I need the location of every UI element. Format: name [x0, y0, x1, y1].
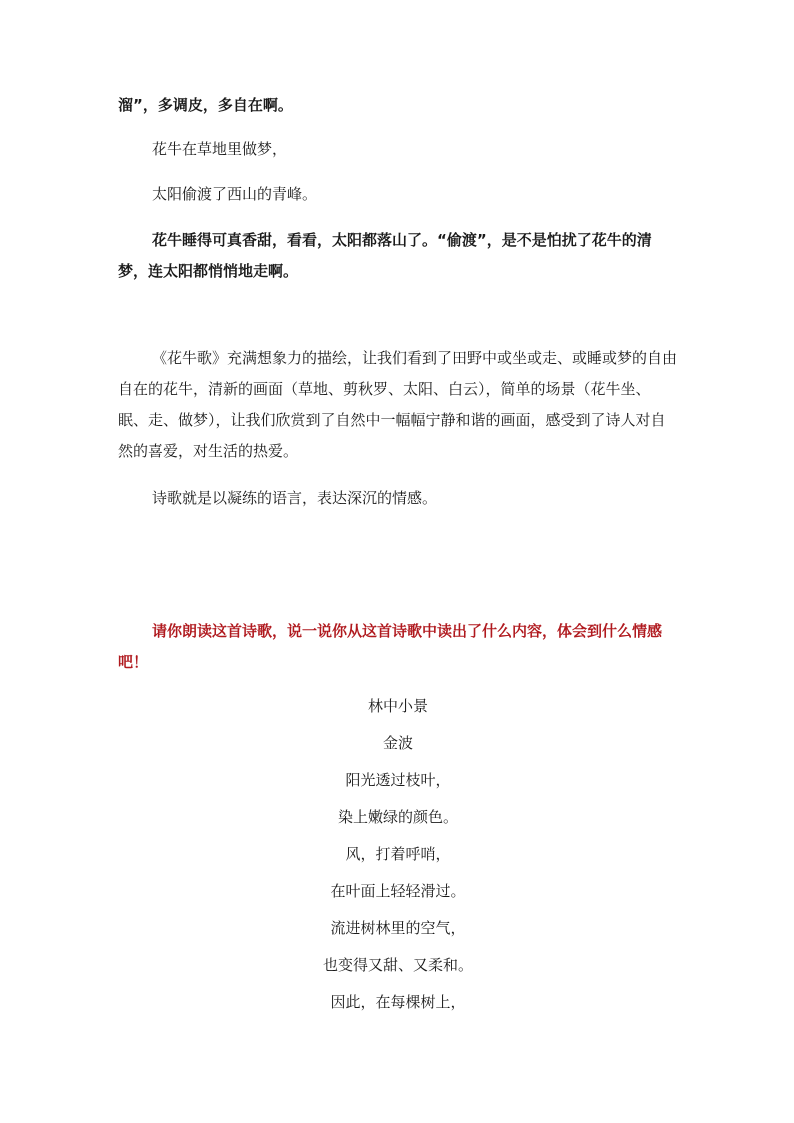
- poem-line: 风，打着呼哨，: [345, 845, 451, 863]
- poem-line: 流进树林里的空气，: [330, 919, 466, 937]
- poem-block: [118, 688, 678, 1021]
- poem-line: 染上嫩绿的颜色。: [337, 808, 458, 826]
- verse-line-1: 花牛在草地里做梦，: [152, 140, 288, 158]
- summary-paragraph: 《花牛歌》充满想象力的描绘，让我们看到了田野中或坐或走、或睡或梦的自由自在的花牛，清新的画面（草地、剪秋罗、太阳、白云），简单的场景（花牛坐、眠、走、做梦），让我们欣赏到了自然中一幅幅宁静和谐的画面，感受到了诗人对自然的喜爱，对生活的热爱。: [118, 349, 678, 460]
- reading-prompt: 请你朗读这首诗歌，说一说你从这首诗歌中读出了什么内容，体会到什么情感吧！: [118, 622, 663, 671]
- poem-title: 林中小景: [367, 697, 428, 715]
- poem-author: 金波: [382, 734, 413, 752]
- verse-line-2: 太阳偷渡了西山的青峰。: [152, 185, 318, 203]
- poem-line: 阳光透过枝叶，: [345, 771, 451, 789]
- verse-explanation-tail: 溜”，多调皮，多自在啊。: [118, 96, 293, 114]
- poem-line: 因此，在每棵树上，: [330, 993, 466, 1011]
- summary-conclusion: 诗歌就是以凝练的语言，表达深沉的情感。: [152, 489, 438, 507]
- poem-line: 在叶面上轻轻滑过。: [330, 882, 466, 900]
- verse-commentary: 花牛睡得可真香甜，看看，太阳都落山了。“偷渡”，是不是怕扰了花牛的清梦，连太阳都悄悄地走啊。: [118, 231, 652, 280]
- poem-line: 也变得又甜、又柔和。: [322, 956, 473, 974]
